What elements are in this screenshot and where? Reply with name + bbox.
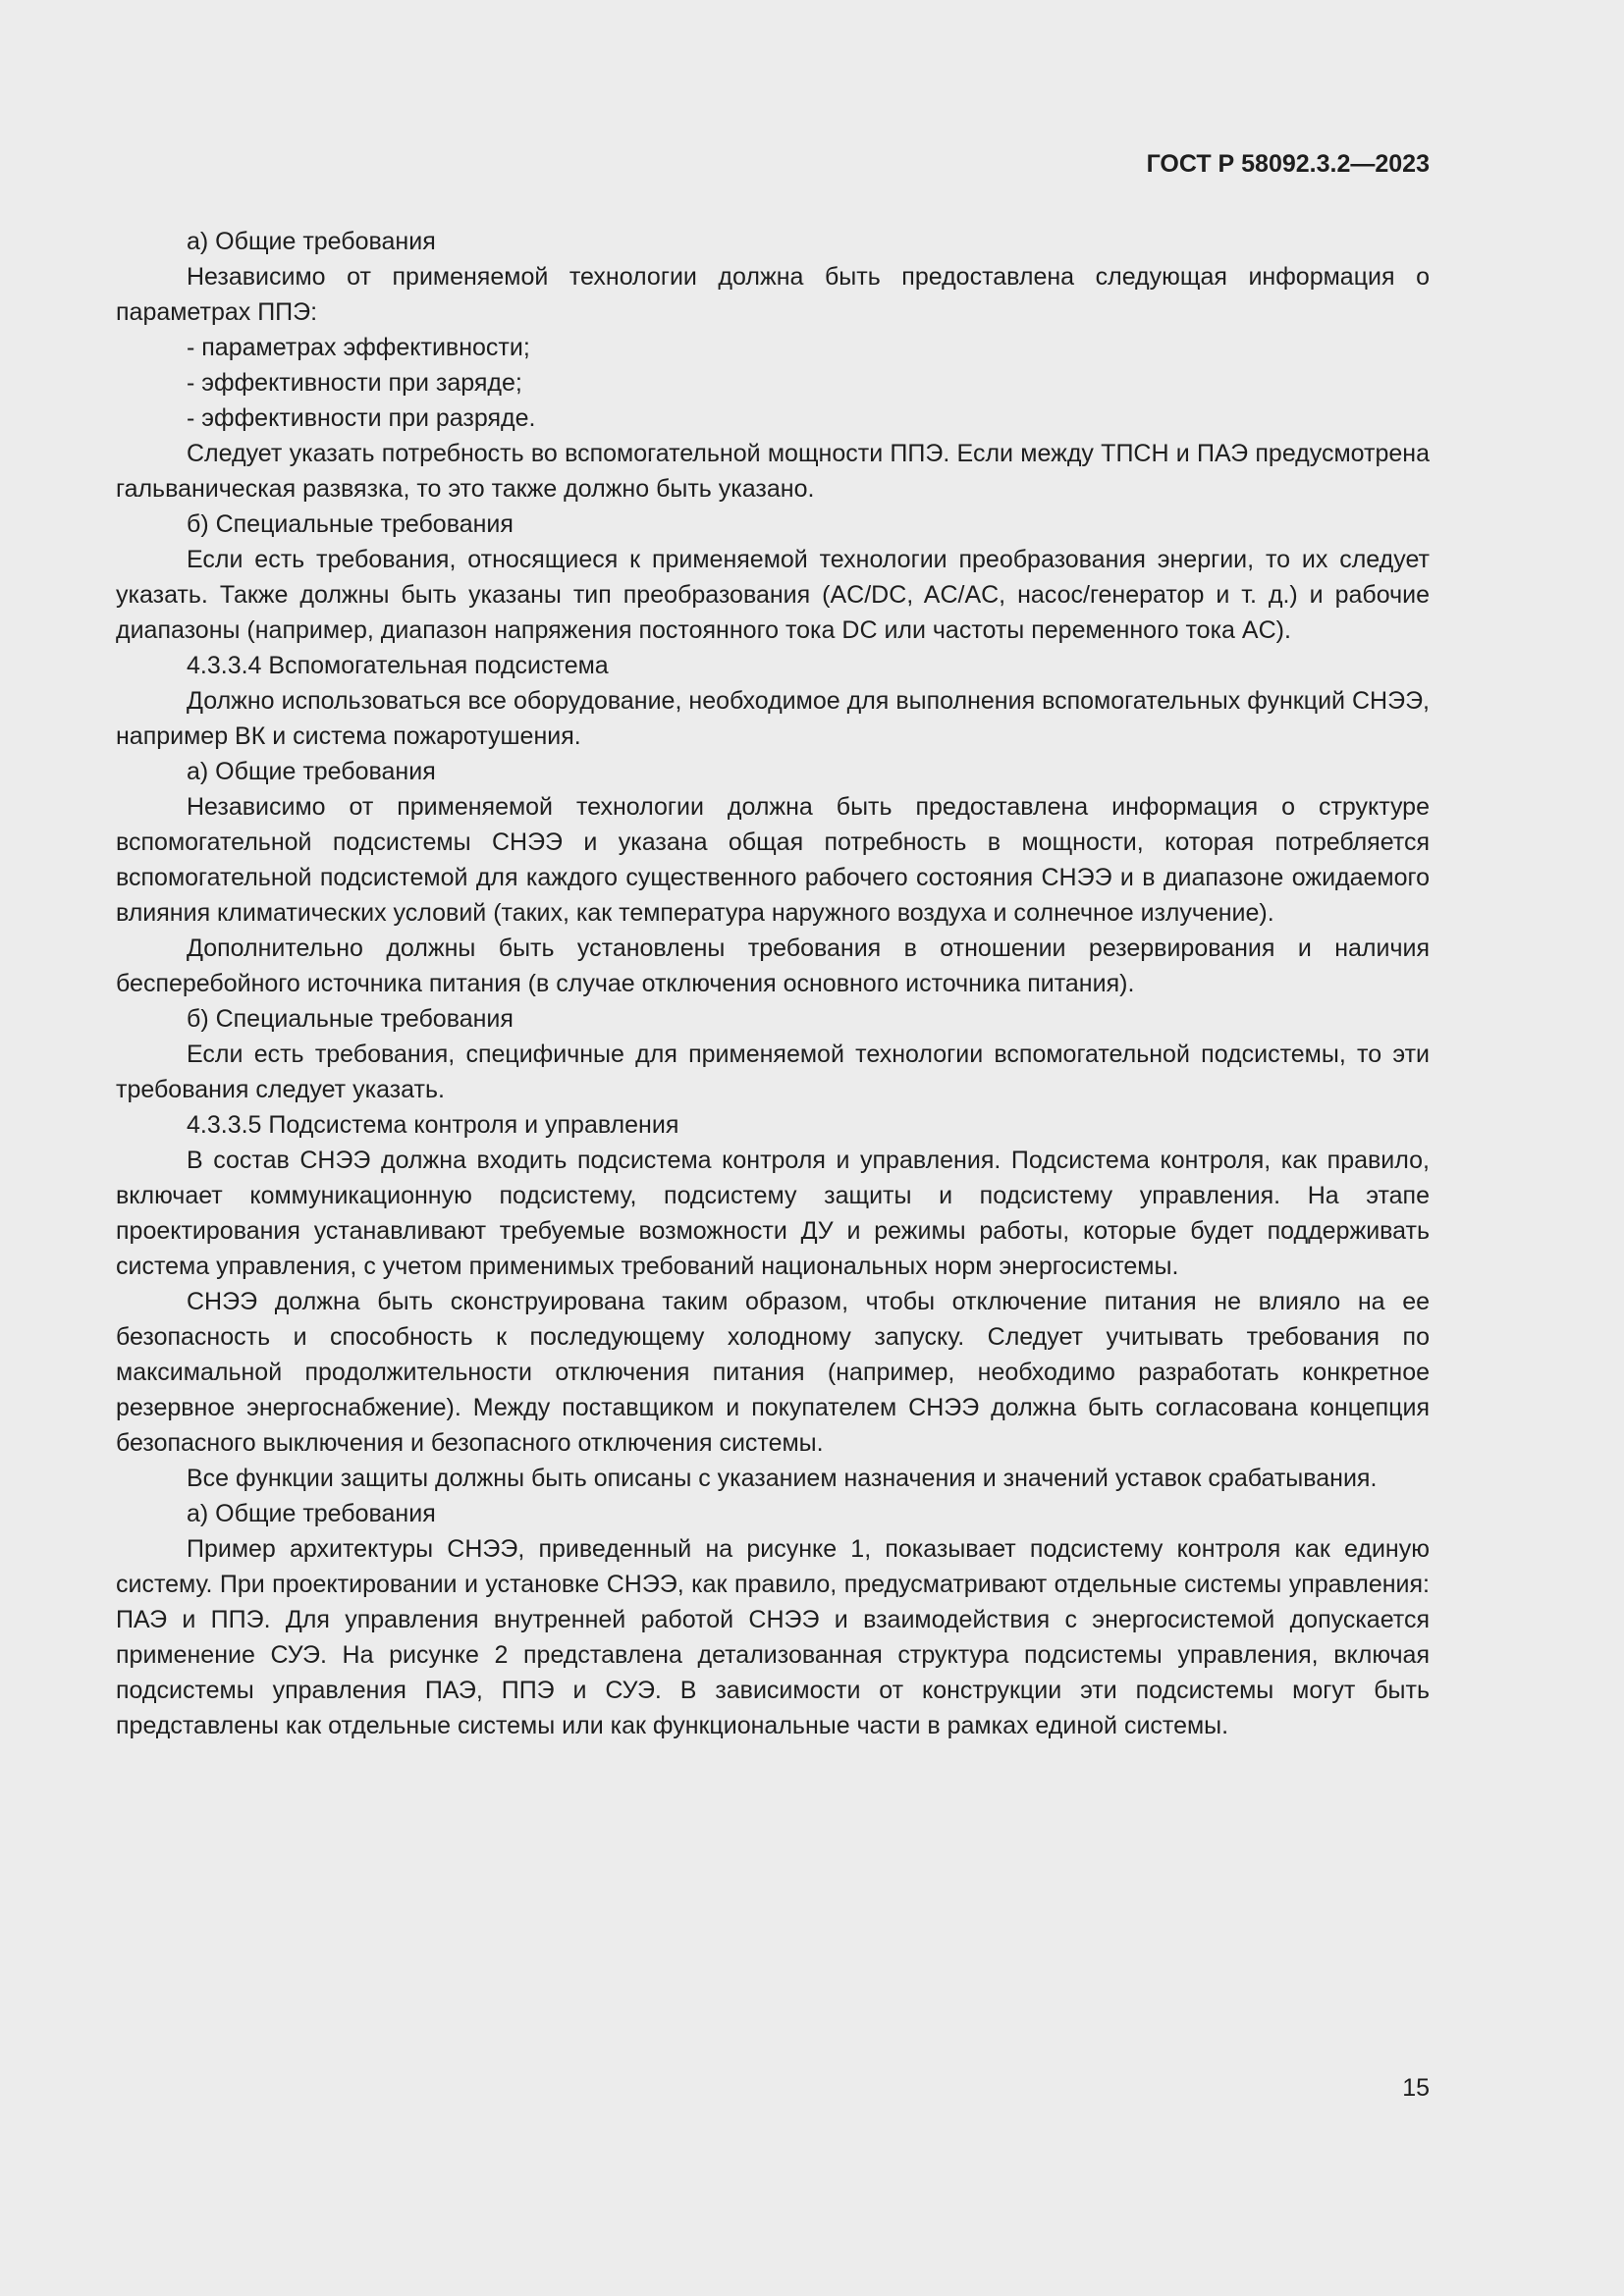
subheading-special-requirements: б) Специальные требования <box>187 510 514 538</box>
list-item: - эффективности при разряде. <box>187 404 536 432</box>
list-item: - эффективности при заряде; <box>187 369 522 397</box>
subheading-general-requirements: а) Общие требования <box>187 1500 436 1527</box>
document-standard-number: ГОСТ Р 58092.3.2—2023 <box>1146 150 1430 178</box>
list-item: - параметрах эффективности; <box>187 334 530 361</box>
paragraph: Все функции защиты должны быть описаны с указанием назначения и значений уставок срабатывания. <box>187 1465 1378 1492</box>
section-heading: 4.3.3.4 Вспомогательная подсистема <box>187 652 609 679</box>
paragraph: Должно использоваться все оборудование, необходимое для выполнения вспомогательных функций СНЭЭ, например ВК и система пожаротушения. <box>116 687 1430 750</box>
paragraph: Независимо от применяемой технологии должна быть предоставлена следующая информация о параметрах ППЭ: <box>116 263 1430 326</box>
subheading-special-requirements: б) Специальные требования <box>187 1005 514 1033</box>
subheading-general-requirements: а) Общие требования <box>187 758 436 785</box>
page-number: 15 <box>1402 2074 1430 2102</box>
paragraph: Дополнительно должны быть установлены требования в отношении резервирования и наличия бесперебойного источника питания (в случае отключения основного источника питания). <box>116 934 1430 997</box>
paragraph: В состав СНЭЭ должна входить подсистема контроля и управления. Подсистема контроля, как правило, включает коммуникационную подсистему, подсистему защиты и подсистему управления. На этапе проектирования устанавливают требуемые возможности ДУ и режимы работы, которые будет поддерживать система управления, с учетом применимых требований национальных норм энергосистемы. <box>116 1147 1430 1280</box>
paragraph: Если есть требования, относящиеся к применяемой технологии преобразования энергии, то их следует указать. Также должны быть указаны тип преобразования (AC/DC, AC/AC, насос/генератор и т. д.) и рабочие диапазоны (например, диапазон напряжения постоянного тока DC или частоты переменного тока AC). <box>116 546 1430 644</box>
paragraph: Пример архитектуры СНЭЭ, приведенный на рисунке 1, показывает подсистему контроля как единую систему. При проектировании и установке СНЭЭ, как правило, предусматривают отдельные системы управления: ПАЭ и ППЭ. Для управления внутренней работой СНЭЭ и взаимодействия с энергосистемой допускается применение СУЭ. На рисунке 2 представлена детализованная структура подсистемы управления, включая подсистемы управления ПАЭ, ППЭ и СУЭ. В зависимости от конструкции эти подсистемы могут быть представлены как отдельные системы или как функциональные части в рамках единой системы. <box>116 1535 1430 1739</box>
paragraph: Если есть требования, специфичные для применяемой технологии вспомогательной подсистемы, то эти требования следует указать. <box>116 1041 1430 1103</box>
paragraph: СНЭЭ должна быть сконструирована таким образом, чтобы отключение питания не влияло на ее безопасность и способность к последующему холодному запуску. Следует учитывать требования по максимальной продолжительности отключения питания (например, необходимо разработать конкретное резервное энергоснабжение). Между поставщиком и покупателем СНЭЭ должна быть согласована концепция безопасного выключения и безопасного отключения системы. <box>116 1288 1430 1457</box>
paragraph: Независимо от применяемой технологии должна быть предоставлена информация о структуре вспомогательной подсистемы СНЭЭ и указана общая потребность в мощности, которая потребляется вспомогательной подсистемой для каждого существенного рабочего состояния СНЭЭ и в диапазоне ожидаемого влияния климатических условий (таких, как температура наружного воздуха и солнечное излучение). <box>116 793 1430 927</box>
paragraph: Следует указать потребность во вспомогательной мощности ППЭ. Если между ТПСН и ПАЭ предусмотрена гальваническая развязка, то это также должно быть указано. <box>116 440 1430 503</box>
document-body <box>116 224 1430 1743</box>
subheading-general-requirements: а) Общие требования <box>187 228 436 255</box>
section-heading: 4.3.3.5 Подсистема контроля и управления <box>187 1111 679 1139</box>
